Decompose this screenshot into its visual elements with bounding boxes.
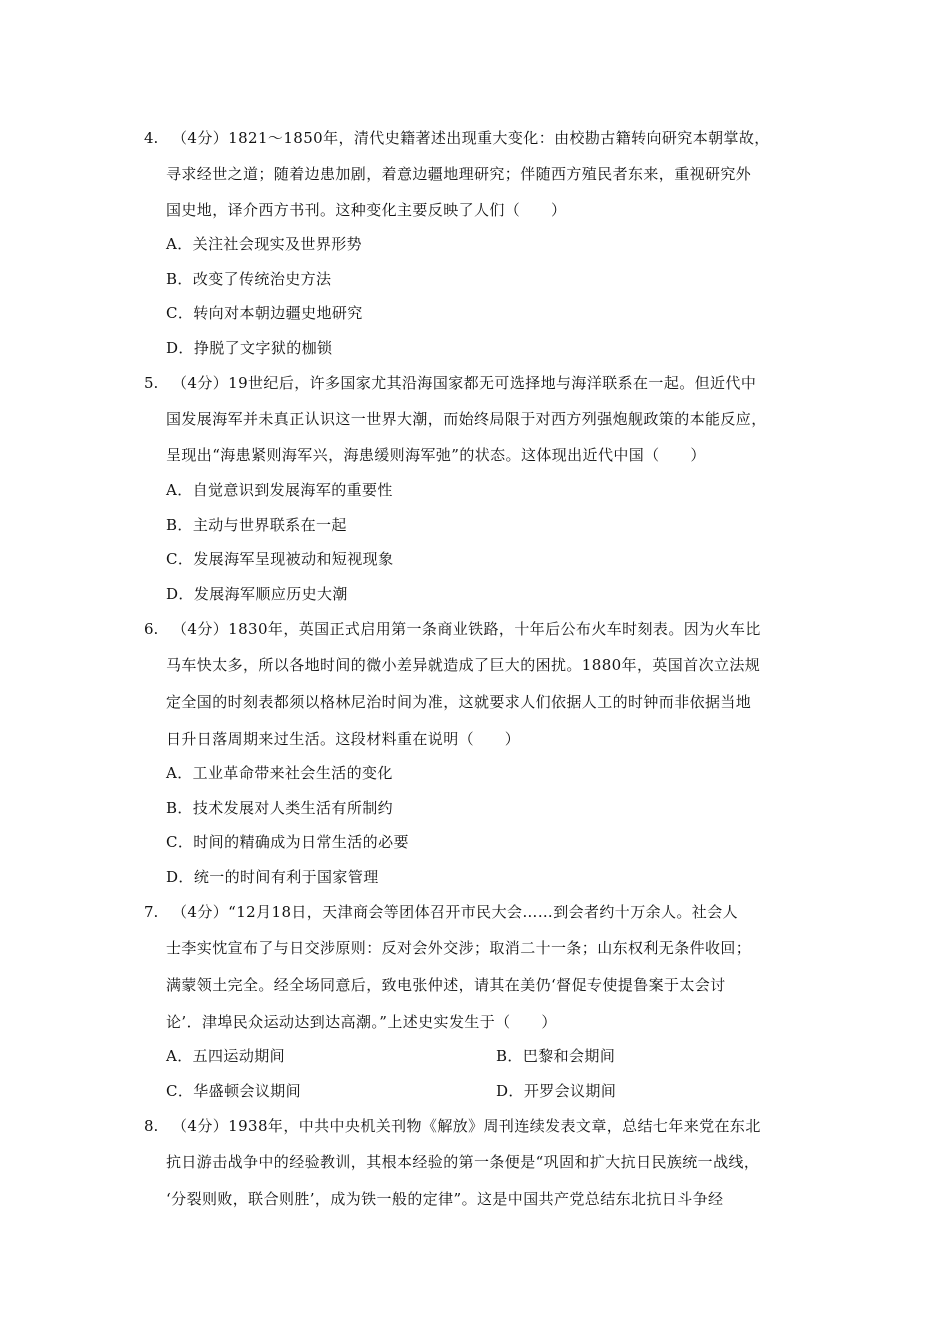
question-stem-line: 寻求经世之道；随着边患加剧，着意边疆地理研究；伴随西方殖民者东来，重视研究外	[166, 165, 752, 183]
option-d: D．开罗会议期间	[496, 1082, 617, 1100]
question-stem-line: （4分）“12月18日，天津商会等团体召开市民大会……到会者约十万余人。社会人	[172, 903, 738, 921]
option-b: B．技术发展对人类生活有所制约	[166, 799, 394, 817]
option-b: B．巴黎和会期间	[496, 1047, 616, 1065]
option-d: D．挣脱了文字狱的枷锁	[166, 339, 333, 357]
question-stem-line: 国发展海军并未真正认识这一世界大潮，而始终局限于对西方列强炮舰政策的本能反应，	[166, 410, 767, 428]
question-stem-line: 抗日游击战争中的经验教训，其根本经验的第一条便是“巩固和扩大抗日民族统一战线，	[166, 1153, 760, 1171]
question-stem-line: 论’．津埠民众运动达到达高潮。”上述史实发生于（ ）	[166, 1013, 557, 1031]
option-a: A．自觉意识到发展海军的重要性	[166, 481, 393, 499]
question-stem-line: 马车快太多，所以各地时间的微小差异就造成了巨大的困扰。1880年，英国首次立法规	[166, 656, 761, 674]
option-a: A．工业革命带来社会生活的变化	[166, 764, 393, 782]
option-c: C．发展海军呈现被动和短视现象	[166, 550, 394, 568]
question-stem-line: 定全国的时刻表都须以格林尼治时间为准，这就要求人们依据人工的时钟而非依据当地	[166, 693, 752, 711]
option-c: C．转向对本朝边疆史地研究	[166, 304, 363, 322]
option-d: D．发展海军顺应历史大潮	[166, 585, 348, 603]
question-stem-line: 日升日落周期来过生活。这段材料重在说明（ ）	[166, 730, 521, 748]
question-stem-line: （4分）1830年，英国正式启用第一条商业铁路，十年后公布火车时刻表。因为火车比	[172, 620, 761, 638]
option-b: B．改变了传统治史方法	[166, 270, 332, 288]
option-a: A．五四运动期间	[166, 1047, 286, 1065]
question-stem-line: （4分）19世纪后，许多国家尤其沿海国家都无可选择地与海洋联系在一起。但近代中	[172, 374, 757, 392]
option-d: D．统一的时间有利于国家管理	[166, 868, 379, 886]
question-number: 5.	[144, 374, 159, 392]
option-c: C．时间的精确成为日常生活的必要	[166, 833, 409, 851]
question-number: 7.	[144, 903, 159, 921]
question-number: 6.	[144, 620, 159, 638]
question-number: 8.	[144, 1117, 159, 1135]
question-stem-line: （4分）1821～1850年，清代史籍著述出现重大变化：由校勘古籍转向研究本朝掌故，	[172, 129, 770, 147]
question-number: 4.	[144, 129, 159, 147]
question-stem-line: 呈现出“海患紧则海军兴，海患缓则海军弛”的状态。这体现出近代中国（ ）	[166, 446, 706, 464]
option-b: B．主动与世界联系在一起	[166, 516, 347, 534]
option-a: A．关注社会现实及世界形势	[166, 235, 363, 253]
option-c: C．华盛顿会议期间	[166, 1082, 302, 1100]
question-stem-line: （4分）1938年，中共中央机关刊物《解放》周刊连续发表文章，总结七年来党在东北	[172, 1117, 761, 1135]
question-stem-line: 满蒙领土完全。经全场同意后，致电张仲述，请其在美仍‘督促专使提鲁案于太会讨	[166, 976, 726, 994]
question-stem-line: 士李实忱宣布了与日交涉原则：反对会外交涉；取消二十一条；山东权利无条件收回；	[166, 939, 752, 957]
question-stem-line: ‘分裂则败，联合则胜’，成为铁一般的定律”。这是中国共产党总结东北抗日斗争经	[166, 1190, 724, 1208]
question-stem-line: 国史地，译介西方书刊。这种变化主要反映了人们（ ）	[166, 201, 567, 219]
